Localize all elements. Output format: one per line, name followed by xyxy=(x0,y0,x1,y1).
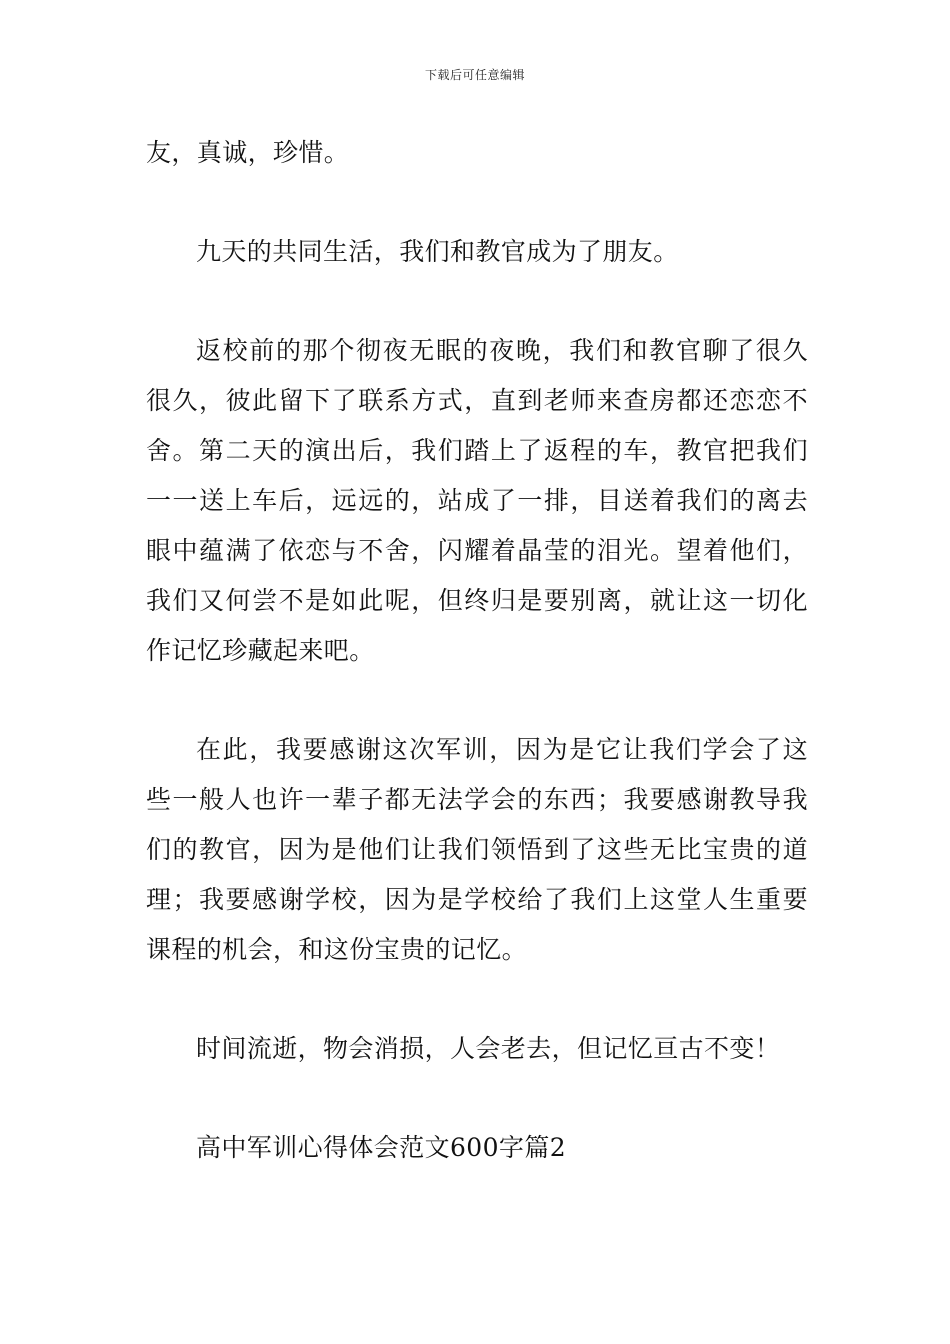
paragraph-5 xyxy=(146,1024,808,1074)
section-heading xyxy=(146,1123,808,1173)
text-line: 在此，我要感谢这次军训，因为是它让我们学会了这 xyxy=(196,735,808,764)
text-line: 们的教官，因为是他们让我们领悟到了这些无比宝贵的道 xyxy=(146,835,808,864)
paragraph-2 xyxy=(146,227,808,277)
text-line: 返校前的那个彻夜无眠的夜晚，我们和教官聊了很久 xyxy=(196,336,808,365)
text-line: 些一般人也许一辈子都无法学会的东西；我要感谢教导我 xyxy=(146,785,808,814)
text-line: 理；我要感谢学校，因为是学校给了我们上这堂人生重要 xyxy=(146,885,808,914)
paragraph-1 xyxy=(146,128,808,178)
text-line: 九天的共同生活，我们和教官成为了朋友。 xyxy=(196,237,679,266)
text-line: 很久，彼此留下了联系方式，直到老师来查房都还恋恋不 xyxy=(146,386,808,415)
document-body xyxy=(146,128,808,1173)
text-line: 课程的机会，和这份宝贵的记忆。 xyxy=(146,935,528,964)
text-line: 舍。第二天的演出后，我们踏上了返程的车，教官把我们 xyxy=(146,436,808,465)
text-line: 一一送上车后，远远的，站成了一排，目送着我们的离去 xyxy=(146,486,808,515)
text-line: 友，真诚，珍惜。 xyxy=(146,138,350,167)
page-header-note: 下载后可任意编辑 xyxy=(424,68,525,82)
text-line: 时间流逝，物会消损，人会老去，但记忆亘古不变！ xyxy=(196,1034,781,1063)
text-line: 眼中蕴满了依恋与不舍，闪耀着晶莹的泪光。望着他们， xyxy=(146,536,808,565)
text-line: 高中军训心得体会范文600字篇2 xyxy=(196,1133,567,1162)
paragraph-4 xyxy=(146,725,808,975)
paragraph-3 xyxy=(146,326,808,676)
text-line: 我们又何尝不是如此呢，但终归是要别离，就让这一切化 xyxy=(146,586,808,615)
text-line: 作记忆珍藏起来吧。 xyxy=(146,636,375,665)
